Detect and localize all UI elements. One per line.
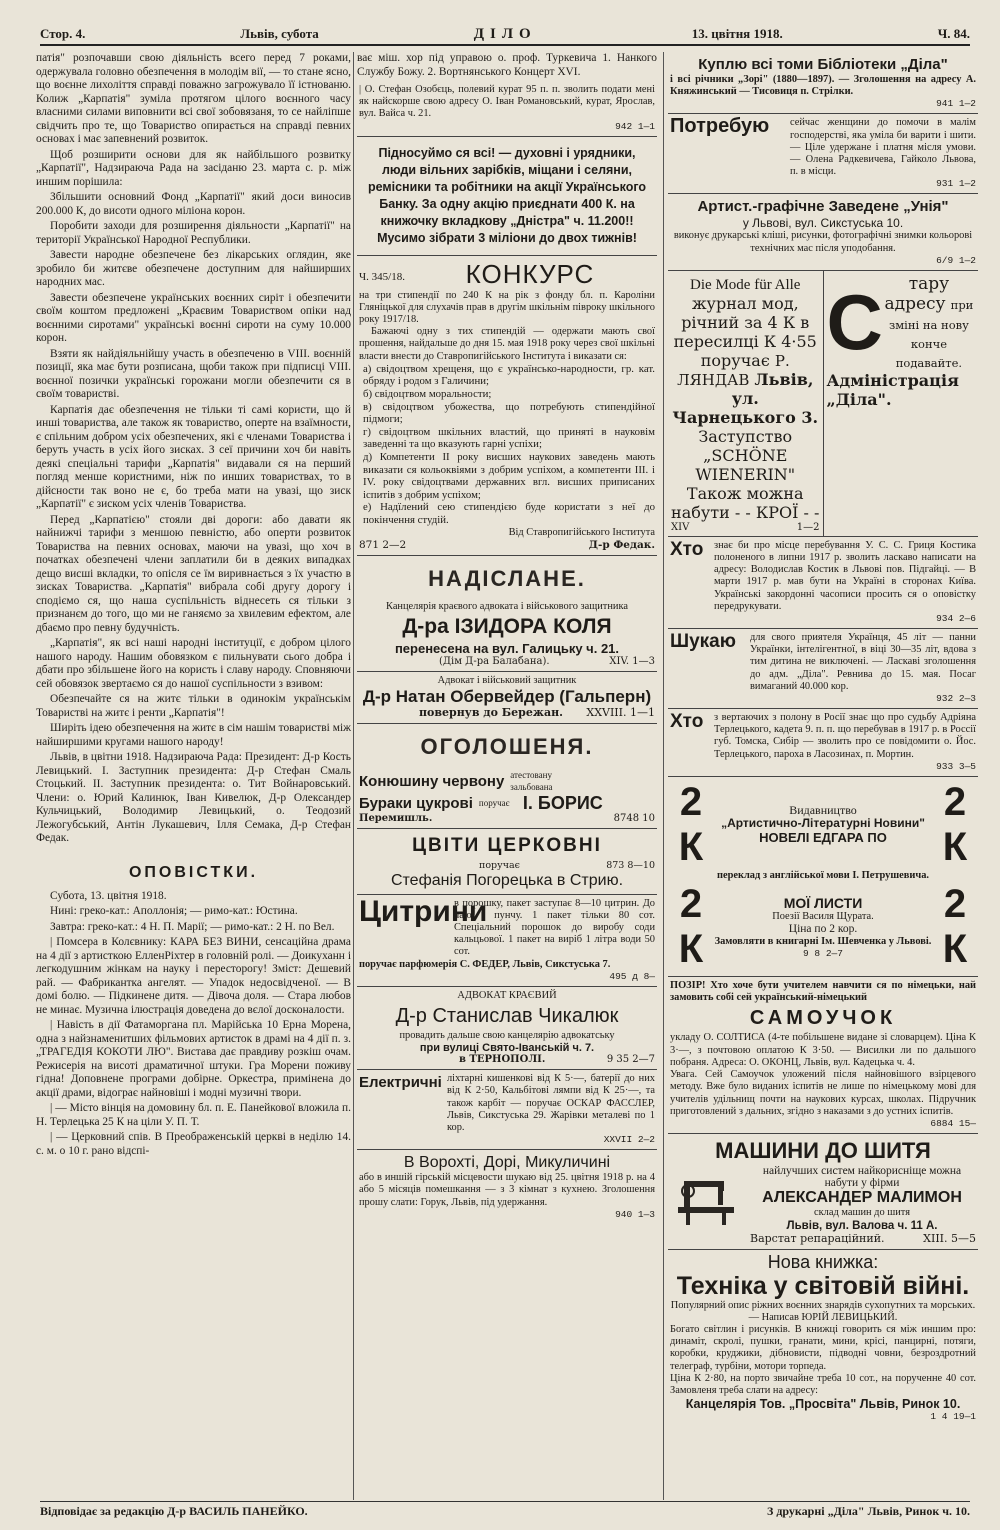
ad-line: (Дім Д-ра Балабана). xyxy=(439,655,550,667)
ad-note: поручає xyxy=(479,859,520,871)
ad-text: укладу О. СОЛТИСА (4-те побільшене видане зі словарцем). Ціна К 3·—, з почтовою оплатою К 3·50. — Висилки ли по дальшого побраня. Адреса: О. ОКОНЦ, Львів, вул. Кадецька ч. 4. xyxy=(670,1032,976,1068)
ad-line: найлучших систем найкорисніще можна набути у фірми xyxy=(762,1164,962,1190)
notice-item: | Навість в дії Фатаморгана пл. Марійська 10 Ерна Морена, одна з найзнаменитших фільмових артисток в драмі на 4 дії п. з. „ТРАГЕДІЯ КОКОТИ ЛЮ". Вистава дає правдиву розкіш очам. Режисерія на висоті драматичної штуки. Гра Морени поживу гідна! Доповнене програми добірне. Оркестра, примінена до акції драми, відограє найновіші і модні музичні твори. xyxy=(36,1019,351,1099)
ad-text: і всі річники „Зорі" (1880—1897). — Зголошення на адресу А. Княжинський — Тисовиця п. Стрілки. xyxy=(670,74,976,98)
ad-line: Замовляти в книгарні Ім. Шевченка у Львові. xyxy=(714,935,932,947)
konkurs-body: Бажаючі одну з тих стипендій — одержати мають свої прошення, найдальше до дня 15. мая 1918 року через свої шкільні власти внести до Ставропигійського Інститута і виказати ся: xyxy=(359,326,655,362)
article-paragraph: Ширіть ідею обезпечення на житє в сім нашім товаристві між найширшими кругами нашого народу! xyxy=(36,722,351,748)
ad-potrebuiu xyxy=(668,114,978,194)
ad-line: Варстат репараційний. xyxy=(750,1231,885,1245)
ad-mode xyxy=(668,271,824,536)
ad-ref: 871 2—2 xyxy=(359,538,407,551)
ad-title: Конюшину червону xyxy=(359,772,505,790)
ad-kol xyxy=(357,598,657,672)
article-continuation: ває міш. хор під управою о. проф. Туркевича 1. Нанкого Службу Божу. 2. Вортнянського Концерт XVI. xyxy=(357,52,657,78)
article-paragraph: „Карпатія", як всі наші народні інституції, є добром цілого нашого народу. Нашим обовязком є пильнувати сього добра і дбати про збільшене його на користь і славу народу. Сповняючи сей обовязок звертаємо ся до нашої суспільности з взивом: xyxy=(36,637,351,690)
ad-title: Бураки цукрові xyxy=(359,794,473,812)
ad-samouchok xyxy=(668,977,978,1134)
ad-text: ПОЗІР! Хто хоче бути учителем навчити ся по німецьки, най замовить собі сей український-німецький xyxy=(670,980,976,1004)
konkurs-requirements xyxy=(359,363,655,527)
ad-title: Шукаю xyxy=(670,631,736,653)
ad-line: Адміністрація „Діла". xyxy=(826,370,959,409)
list-item: а) свідоцтвом хрещеня, що є українсько-народности, гр. кат. обряду і родом з Галичини; xyxy=(363,362,655,388)
ad-title: Цитрини xyxy=(359,894,488,928)
ad-title: - - КРОЇ - - xyxy=(734,502,820,522)
list-item: д) Компетенти II року висших наукових заведень мають виказати ся кольоквіями з добрим успіхом, а компетенти III. і IV. року свідоцтвами державних вгл. висших приписаних іспитів з добрим успіхом; xyxy=(363,450,655,501)
ad-ref: 8748 10 xyxy=(613,812,655,824)
konkurs-intro: на три стипендії по 240 К на рік з фонду бл. п. Кароліни Гляніцької для слухачів прав в другім шкільнім півроку шкільного року 1917/18. xyxy=(359,289,655,326)
article-paragraph: Обезпечайте ся на житє тільки в одинокім українськім Товаристві на житє і ренти „Карпатія"! xyxy=(36,693,351,719)
ad-ref: XIII. 5—5 xyxy=(923,1231,976,1245)
article-paragraph: Взяти як найдіяльнійшу участь в обезпеченю в VIII. воєнній позиції, яка має бути розписана, щоби також при підписці VIII. воєнної позички українські горожани могли обезпечити ся в своїм товаристві. xyxy=(36,347,351,400)
ad-line: АДВОКАТ КРАЄВИЙ xyxy=(457,989,557,1001)
ad-line: Популярний опис ріжних воєнних знарядів сухопутних та морських. — Написав ЮРІЙ ЛЕВИЦЬКИЙ. xyxy=(670,1299,976,1323)
ad-text: Увага. Сей Самоучок уложений після найновішого взірцевого методу. Вже було виданих іспитів не лише по німецькому мові для учителів удільнищ почти на наукових курсах, школах. Підручник приготовлений з дальних, згідно з наказами з до устних іспитів. xyxy=(670,1069,976,1117)
ad-ref: 933 3—5 xyxy=(936,760,976,772)
notice-item: Нині: греко-кат.: Аполлонія; — римо-кат.: Юстина. xyxy=(50,905,298,917)
article-paragraph: Карпатія дає обезпечення не тільки ті самі користи, що й инші товариства, але також як товариство, оперте на взаїмности, є спільним добром усіх обезпечених, які є членами Товариства і беруть участь в усіх його зисках. З сеї причини хоч би навіть деякі спеціальні тарифи „Карпатія" видавали ся на перший погляд менше користними, ніж по инших товариствах, то в дійсности так воно не є, бо треба мати на увазі, що зиск „Карпатії" є зиском усіх членів Товариства. xyxy=(36,403,351,510)
notice-item: Субота, 13. цвітня 1918. xyxy=(50,889,167,902)
ad-name: Р. ЛЯНДАВ xyxy=(677,351,790,389)
ad-ref: 931 1—2 xyxy=(936,178,976,190)
ad-title: ЦВІТИ ЦЕРКОВНІ xyxy=(412,834,602,856)
masthead: ДІЛО xyxy=(473,25,537,42)
ad-title: НОВЕЛІ ЕДГАРА ПО xyxy=(759,830,887,846)
ad-ref: 932 2—3 xyxy=(936,693,976,705)
ad-name: Д-р Станислав Чикалюк xyxy=(395,1004,619,1027)
ad-line: поручає парфюмерія С. ФЕДЕР, Львів, Сикстуська 7. xyxy=(359,958,611,970)
section-title-nadislane: НАДІСЛАНЕ. xyxy=(428,565,586,591)
ad-city: Перемишль. xyxy=(359,812,433,824)
ad-ref: XIV xyxy=(671,521,690,533)
notice-item: | — Місто вінція на домовину бл. п. Е. Панейкової вложила п. Н. Терлецька 25 К на ціли У. П. Т. xyxy=(36,1102,351,1128)
section-title-ogoloshenia: ОГОЛОШЕНЯ. xyxy=(420,734,594,760)
list-item: г) свідоцтвом шкільних властий, що приняті в науковім заведенні та що вказують гарні успіхи; xyxy=(363,425,655,451)
bank-appeal: Підносуймо ся всі! — духовні і урядники, люди вільних зарібків, міщани і селяни, ремісники та робітники на акції Українського Банку. За одну акцію приєднати 400 К. на книжочку вкладкову „Дністра" ч. 11.200!! Мусимо зібрати 3 міліони до двох тижнів! xyxy=(357,137,657,256)
list-item: б) свідоцтвом моральности; xyxy=(363,388,492,401)
ad-initial: С xyxy=(826,278,883,367)
ad-line: при вулиці Свято-Іванській ч. 7. xyxy=(419,1042,595,1055)
price-mark: 2 К xyxy=(678,882,704,972)
ad-line: провадить дальше свою канцелярію адвокатську xyxy=(399,1029,615,1041)
ad-title: Електричні xyxy=(359,1074,442,1092)
ad-city: в ТЕРНОПОЛІ. xyxy=(459,1054,546,1066)
article-paragraph: Щоб розширити основи для як найбільшого розвитку „Карпатії", Надзираюча Рада на засіданю 23. марта с. р. між иншим порішила: xyxy=(36,148,351,188)
article-paragraph: патія" розпочавши свою діяльність всего перед 7 роками, одержувала головно обезпечення в молодім вії, — то стане ясно, що воєнне лихоліття справді поважно загрожувало її істнованю. Колиж „Карпатія" зуміла протягом цілого воєнного часу власними силами виповнити всі свої зобовязаня, то се найліпше свідчить про те, що Товариство опирається на справді певних основах і має запевнений розвиток. xyxy=(36,52,351,145)
column-divider xyxy=(353,52,354,1500)
article-paragraph: Збільшити основний Фонд „Карпатії" який доси виносив 200.000 К, до висоти одного міліона корон. xyxy=(36,191,351,217)
ad-name: Д-р Натан Обервейдер (Гальперн) xyxy=(362,687,652,707)
ad-text: для свого приятеля Українця, 45 літ — панни Українки, інтелігентної, в віці 30—35 літ, вдова з тим дитина не виключені. — Ласкаві зголошення до адм. „Діла". Ревнива до 15. мая. Посаг вимаганий 40.000 кор. xyxy=(750,632,976,692)
ad-ref: 9 8 2—7 xyxy=(803,947,843,959)
page-header xyxy=(40,24,970,46)
ad-name: Стефанія Погорецька в Стрию. xyxy=(390,871,624,889)
ad-text: журнал мод, річний за 4 К в пересилці К 4·55 поручає xyxy=(673,293,817,370)
ad-line: переклад з англійської мови І. Петрушевича. xyxy=(716,869,930,881)
ad-title: Артист.-графічне Заведене „Унія" xyxy=(697,198,949,216)
ad-vydavnytstvo xyxy=(668,777,978,977)
article-signatures: Львів, в цвітни 1918. Надзираюча Рада: Президент: Д-р Кость Левицький. І. Заступник президента: Д-р Стефан Смаль Стоцький. II. Заступник президента: о. Тит Войнаровський. Члени: о. Юрий Калинюк, Іван Кивелюк, Д-р Олександер Кульчицький, Володимир Левицький, о. Теодозий Лежогубський, Антін Лукашевич, Ілля Семака, Д-р Стефан Федак. xyxy=(36,751,351,844)
ad-knyzhka xyxy=(668,1250,978,1427)
ad-boris xyxy=(357,766,657,828)
ad-ref: 495 д 8— xyxy=(609,970,655,982)
ad-note: поручає xyxy=(478,797,510,808)
ad-cvity xyxy=(357,829,657,895)
notice-item: | Помсера в Колєвнику: КАРА БЕЗ ВИНИ, сенсаційна драма на 4 дії з артисткою ЕлленРіхтер в головній ролі. — Доикуханн і легкодушним жінкам на науку і пересторогу! Зміст: Дешевий рай. — Фабрикантка ангелят. — Упадок недосвідченої. — В домі болю. — Підкинене дитя. — Дівоча доля. — Стара любов не минає. Музична ілюстрація доведена до вєлої досконалости. xyxy=(36,936,351,1016)
ad-biblioteka xyxy=(668,52,978,114)
ad-line: Адвокат і військовий защитник xyxy=(437,674,577,686)
ad-title: Потребую xyxy=(670,115,770,138)
ad-row-mode-stary xyxy=(668,271,978,537)
price-mark: 2 К xyxy=(678,779,704,869)
konkurs-signature: Від Ставропигійського Інститута xyxy=(508,526,655,538)
ad-title: „Артистично-Літературні Новини" xyxy=(721,816,925,831)
konkurs-signer: Д-р Федак. xyxy=(588,538,655,551)
ad-cytryny xyxy=(357,895,657,987)
notice-item: | — Церковний спів. В Преображенській церкві в неділю 14. с. м. о 10 г. рано відспі- xyxy=(36,1131,351,1157)
section-title-notices: ОПОВІСТКИ. xyxy=(128,863,259,881)
ad-ref: 940 1—3 xyxy=(615,1208,655,1220)
ad-title: МОЇ ЛИСТИ xyxy=(783,895,863,912)
editor-credit: Відповідає за редакцію Д-р ВАСИЛЬ ПАНЕЙКО. xyxy=(40,1504,308,1518)
column-divider xyxy=(663,52,664,1500)
column-3 xyxy=(668,52,978,1500)
page-footer xyxy=(40,1501,970,1522)
ad-price: Ціна по 2 кор. xyxy=(788,923,858,936)
ad-ref: 934 2—6 xyxy=(936,613,976,625)
ad-text: ліхтарні кишенкові від К 5·—, батерії до них від К 2·50, Кальбітові лямпи від К 25·—, та також карбіт — поручає ОСКАР ФАССЛЕР, Львів, Сикстуська 29. Жарівки металеві по 1 кор. xyxy=(447,1073,655,1133)
page-number: Стор. 4. xyxy=(40,26,86,41)
ad-ref: 9 35 2—7 xyxy=(606,1054,655,1066)
konkurs-number: Ч. 345/18. xyxy=(359,270,405,283)
ad-line: перенесена на вул. Галицьку ч. 21. xyxy=(394,640,620,656)
konkurs-ad xyxy=(357,256,657,556)
ad-note: Заступство „SCHÖNE WIENERIN" Також можна набути xyxy=(671,426,804,522)
ad-line: Львів, вул. Валова ч. 11 А. xyxy=(786,1219,938,1232)
ad-ref: XIV. 1—3 xyxy=(609,655,655,667)
article-paragraph: Завести обезпечене українських воєнних сиріт і обезпечити своїм коштом предложені „Краєвим Товариством опіки над воєнними сиротами" українські воєнні сироти на суму 10.000 корон. xyxy=(36,291,351,344)
ad-ref: 942 1—1 xyxy=(615,120,655,132)
sewing-machine-icon xyxy=(672,1167,742,1227)
place-day: Львів, субота xyxy=(240,26,319,41)
ad-ref: 6884 15— xyxy=(930,1117,976,1129)
ad-name: І. БОРИС xyxy=(522,792,603,813)
printer-credit: З друкарні „Діла" Львів, Ринок ч. 10. xyxy=(767,1504,970,1518)
ad-chykaliuk xyxy=(357,987,657,1070)
notice-item: Завтра: греко-кат.: 4 Н. П. Марії; — римо-кат.: 2 Н. по Вел. xyxy=(50,920,335,933)
article-paragraph: Завести народне обезпечене без лікарських оглядин, яке зробило би житєве обезпечене доступним для найширших народних мас. xyxy=(36,249,351,288)
column-1 xyxy=(36,52,351,1500)
ad-ref: XXVII 2—2 xyxy=(603,1134,655,1146)
ad-line: Канцелярія Тов. „Просвіта" Львів, Ринок 10. xyxy=(685,1397,961,1412)
ad-ref: XXVIII. 1—1 xyxy=(586,706,655,720)
ad-text: при зміні на нову конче подавайте. xyxy=(888,297,974,370)
ad-ref: 873 8—10 xyxy=(606,859,655,871)
ad-title: Die Mode für Alle xyxy=(690,276,801,293)
ad-vorokhta xyxy=(357,1150,657,1224)
ad-note: атестовану зальбована xyxy=(510,770,553,793)
ad-stary-adres xyxy=(824,271,979,536)
ad-line: у Львові, вул. Сикстуська 10. xyxy=(742,216,904,231)
ad-text: Богато світлин і рисунків. В книжці говорить ся між иншим про: динаміт, скролі, пушки, гранати, мини, крісі, панцирні, потяги, коробки, круджики, дібновисти, підводні човни, безроздротний телеграф, турбіни, мотори торпеда. xyxy=(670,1323,976,1372)
book-title: Техніка у світовій війні. xyxy=(676,1271,970,1300)
price-mark: 2 К xyxy=(942,882,968,972)
article-paragraph: Перед „Карпатією" стояли дві дороги: або давати як найнижчі тарифи з меншою певністю, або оперти розвиток Товариства на певних основах, маючи на увазі, що хоч в початках обезпечені члени заплатили би в деяких випадках дещо висші вкладки, то опісля се їм виривнається з їх участю в зисках Товариства. „Карпатія" вибрала собі другу дорогу і сподіємо ся, що наша суспільність віднесеть ся тільки з признанєм до того, що ми не ганяємо за хвилевим ефектом, але дбаємо про певну будучність. xyxy=(36,513,351,634)
ad-line: Поезії Василя Щурата. xyxy=(772,911,874,923)
ad-title: В Ворохті, Дорі, Микуличині xyxy=(403,1154,611,1172)
notice-ozobych xyxy=(357,81,657,137)
ad-title: САМОУЧОК xyxy=(749,1007,897,1030)
notice-text: | О. Стефан Озобєць, полевий курат 95 п. п. зволить подати мені як найскорше свою адресу О. Іван Романовський, курат, Ярослав, вул. Вайса ч. 21. xyxy=(359,84,655,120)
ad-title: тару адресу xyxy=(884,273,950,314)
ad-title: Нова книжка: xyxy=(767,1251,879,1272)
ad-text: знає би про місце перебування У. С. С. Гриця Костика полоненого в липни 1917 р. зволить ласкаво написати на адресу: Володислав Костик в Львові пов. Підгайці. — В марти 1917 р. мав бути на Україні в сторонах Київа. Українські закордонні часописи просить ся о оповістку передрукувати. xyxy=(714,539,976,612)
list-item: е) Надїлений сею стипендією буде користати з неї до покінчення студій. xyxy=(363,501,655,526)
ad-ref: 1 4 19—1 xyxy=(930,1411,976,1423)
ad-ref: 941 1—2 xyxy=(936,98,976,110)
ad-text: сейчас женщини до помочи в малім господерстві, яка уміла би варити і шити. — Ціле удержане і платня місля умови. — Олена Радкевичева, Гайколо Львова, п. в місци. xyxy=(790,117,976,178)
ad-line: Канцелярія краєвого адвоката і військового защитника xyxy=(386,600,628,612)
ad-mashyny xyxy=(668,1134,978,1250)
ad-title: МАШИНИ ДО ШИТЯ xyxy=(715,1137,931,1163)
ad-shukaiu xyxy=(668,629,978,709)
ad-line: склад машин до шитя xyxy=(813,1207,910,1219)
ad-text: з вертаючих з полону в Росії знає що про судьбу Адріяна Терлецького, кадета 9. п. п. що перебував в 1917 р. в Россії губ. Томска, Сибір — зволить про се повідомити о. Йос. Терлецького, пароха в Ласозинах, п. Мортин. xyxy=(714,712,976,760)
ad-text: або в иншій гірській місцевости шукаю від 25. цвітня 1918 р. на 4 або 5 місяців помешкання — з 3 кімнат з кухнею. Зголошення прошу слати: Горук, Львів, під удержання. xyxy=(359,1172,655,1208)
ad-price: Ціна К 2·80, на порто звичайне треба 10 сот., на порученне 40 сот. Замовленя треба слати на адресу: xyxy=(670,1372,976,1396)
ad-ref: 1—2 xyxy=(796,521,820,533)
ad-line: Видавництво xyxy=(789,803,857,818)
ad-text: виконує друкарські кліші, рисунки, фотографічні знимки кольорові технічних мас після уподобання. xyxy=(673,230,973,254)
issue-date: 13. цвітня 1918. xyxy=(691,26,783,41)
ad-uniia xyxy=(668,194,978,270)
ad-ref: 6/9 1—2 xyxy=(936,254,976,266)
price-mark: 2 К xyxy=(942,779,968,869)
ad-title: Куплю всі томи Бібліотеки „Діла" xyxy=(698,56,948,73)
list-item: в) свідоцтвом убожества, що потребують стипендійної підмоги; xyxy=(363,400,655,426)
ad-name: Д-ра ІЗИДОРА КОЛЯ xyxy=(402,614,612,638)
ad-line: Львів, ул. Чарнецького 3. xyxy=(672,369,819,427)
ad-line: повернув до Бережан. xyxy=(419,706,563,720)
ad-title: Хто xyxy=(670,711,704,733)
ad-elektr xyxy=(357,1070,657,1150)
ad-name: АЛЕКСАНДЕР МАЛИМОН xyxy=(762,1189,962,1207)
ad-oberweidner xyxy=(357,672,657,724)
article-paragraph: Поробити заходи для розширення діяльности „Карпатії" на території Української Народної Республики. xyxy=(36,220,351,246)
issue-number: Ч. 84. xyxy=(937,26,970,41)
konkurs-title: КОНКУРС xyxy=(465,258,595,289)
ad-text: в порошку, пакет заступає 8—10 цитрин. До чаю і пунчу. 1 пакет тільки 80 сот. Спеціальний порошок до виробу соди кальцьової. 1 пакет на виріб 1 літра води 50 сот. xyxy=(454,897,655,958)
ad-title: Хто xyxy=(670,538,704,560)
ad-khto-1 xyxy=(668,537,978,629)
column-2 xyxy=(357,52,657,1500)
ad-khto-2 xyxy=(668,709,978,777)
